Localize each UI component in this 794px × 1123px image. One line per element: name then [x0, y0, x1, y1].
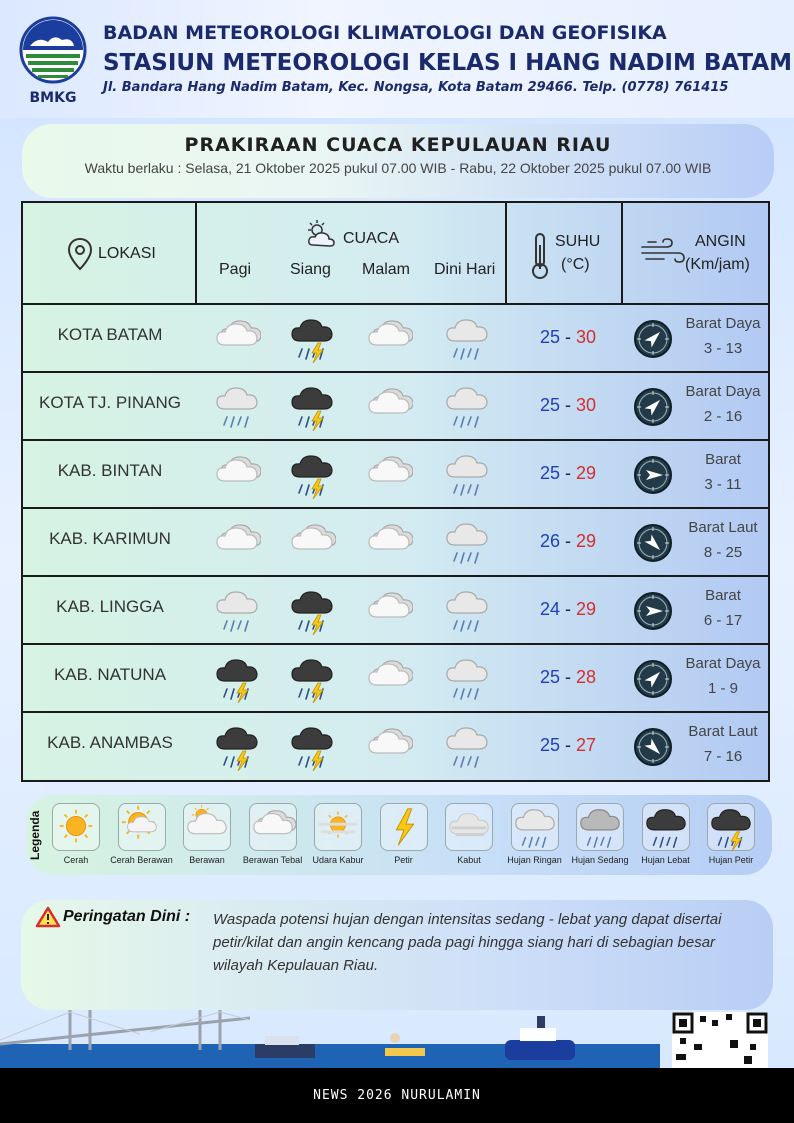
- wind-direction-compass-icon: [633, 523, 673, 563]
- legend-label: Petir: [394, 855, 413, 865]
- weather-berawan-tebal-icon: [365, 313, 417, 363]
- legend-item: [41, 803, 111, 865]
- legend-title: Legenda: [28, 810, 42, 860]
- temperature-range: 25 - 27: [539, 735, 597, 755]
- angin-unit: (Km/jam): [685, 256, 750, 273]
- legend-item: [238, 803, 308, 865]
- temp-min: 25: [539, 667, 560, 687]
- harbor-illustration: [0, 1010, 794, 1068]
- legend-kabut-icon: [445, 803, 493, 851]
- wind-direction: Barat Daya: [685, 315, 761, 332]
- early-warning: [21, 900, 773, 1010]
- weather-hujan-ringan-icon: [443, 517, 495, 567]
- thermometer-icon: [529, 231, 551, 281]
- weather-berawan-tebal-icon: [213, 517, 265, 567]
- weather-hujan-ringan-icon: [443, 313, 495, 363]
- temperature-range: 25 - 28: [539, 667, 597, 687]
- header-suhu: [507, 203, 623, 305]
- weather-berawan-tebal-icon: [213, 313, 265, 363]
- location-pin-icon: [67, 237, 93, 271]
- weather-hujan-petir-icon: [288, 721, 340, 771]
- legend-item: [565, 803, 635, 865]
- weather-hujan-petir-icon: [288, 449, 340, 499]
- weather-hujan-ringan-icon: [213, 585, 265, 635]
- weather-hujan-ringan-icon: [443, 585, 495, 635]
- malam-label: Malam: [362, 261, 411, 278]
- weather-hujan-petir-icon: [288, 381, 340, 431]
- temperature-range: 25 - 30: [539, 395, 597, 415]
- forecast-table: [21, 201, 770, 782]
- temp-max: 29: [576, 599, 597, 619]
- legend-item: [500, 803, 570, 865]
- header-lokasi: [23, 203, 197, 305]
- weather-berawan-tebal-icon: [365, 381, 417, 431]
- legend-label: Hujan Lebat: [641, 855, 690, 865]
- weather-berawan-tebal-icon: [365, 449, 417, 499]
- lokasi-label: LOKASI: [98, 245, 156, 262]
- table-row: [23, 577, 768, 645]
- temperature-range: 26 - 29: [539, 531, 597, 551]
- legend-hujan-sedang-icon: [576, 803, 624, 851]
- legend-label: Kabut: [457, 855, 481, 865]
- weather-hujan-petir-icon: [213, 653, 265, 703]
- wind-speed: 8 - 25: [703, 544, 743, 561]
- location-name: KOTA TJ. PINANG: [38, 393, 181, 412]
- title-box: [22, 124, 774, 198]
- weather-berawan-tebal-icon: [365, 517, 417, 567]
- location-name: KOTA BATAM: [57, 325, 163, 344]
- footer-watermark: NEWS 2026 NURULAMIN: [0, 1068, 794, 1123]
- station-name: STASIUN METEOROLOGI KELAS I HANG NADIM BATAM: [103, 50, 793, 76]
- weather-hujan-ringan-icon: [443, 721, 495, 771]
- station-address: Jl. Bandara Hang Nadim Batam, Kec. Nongsa, Kota Batam 29466. Telp. (0778) 761415: [103, 80, 729, 95]
- wind-direction: Barat: [705, 451, 741, 468]
- weather-hujan-ringan-icon: [443, 381, 495, 431]
- weather-berawan-tebal-icon: [288, 517, 340, 567]
- temp-max: 29: [576, 531, 597, 551]
- temp-max: 27: [576, 735, 597, 755]
- table-row: [23, 645, 768, 713]
- location-name: KAB. ANAMBAS: [47, 733, 173, 752]
- page-title: PRAKIRAAN CUACA KEPULAUAN RIAU: [184, 134, 612, 156]
- header-angin: [623, 203, 768, 305]
- angin-label: ANGIN: [695, 233, 746, 250]
- temp-min: 24: [539, 599, 560, 619]
- wind-direction-compass-icon: [633, 387, 673, 427]
- wind-speed: 3 - 13: [703, 340, 743, 357]
- warning-icon: [35, 906, 61, 928]
- temperature-range: 25 - 30: [539, 327, 597, 347]
- temp-min: 26: [539, 531, 560, 551]
- suhu-label: SUHU: [555, 233, 601, 250]
- wind-direction-compass-icon: [633, 591, 673, 631]
- wind-speed: 1 - 9: [707, 680, 738, 697]
- wind-speed: 6 - 17: [703, 612, 743, 629]
- location-name: KAB. LINGGA: [56, 597, 164, 616]
- legend-item: [172, 803, 242, 865]
- legend-item: [303, 803, 373, 865]
- legend-petir-icon: [380, 803, 428, 851]
- wind-direction-compass-icon: [633, 319, 673, 359]
- weather-hujan-petir-icon: [288, 585, 340, 635]
- location-name: KAB. BINTAN: [57, 461, 163, 480]
- temp-min: 25: [539, 735, 560, 755]
- temp-max: 29: [576, 463, 597, 483]
- legend-label: Hujan Sedang: [571, 855, 629, 865]
- pagi-label: Pagi: [219, 261, 252, 278]
- weather-berawan-tebal-icon: [365, 721, 417, 771]
- temperature-range: 25 - 29: [539, 463, 597, 483]
- table-row: [23, 441, 768, 509]
- logo-text: BMKG: [29, 90, 77, 106]
- wind-direction: Barat Laut: [688, 519, 758, 536]
- legend-item: [107, 803, 177, 865]
- weather-hujan-petir-icon: [288, 313, 340, 363]
- wind-speed: 3 - 11: [704, 476, 742, 493]
- warning-title: Peringatan Dini :: [63, 908, 191, 925]
- temp-max: 30: [576, 327, 597, 347]
- legend-udara-kabur-icon: [314, 803, 362, 851]
- legend-label: Cerah Berawan: [110, 855, 173, 865]
- header-cuaca: [197, 203, 507, 305]
- weather-hujan-ringan-icon: [443, 449, 495, 499]
- wind-direction-compass-icon: [633, 455, 673, 495]
- legend-cerah-berawan-icon: [118, 803, 166, 851]
- table-row: [23, 509, 768, 577]
- wind-icon: [640, 237, 686, 269]
- partly-cloudy-icon: [305, 219, 337, 249]
- table-row: [23, 713, 768, 781]
- warning-text: Waspada potensi hujan dengan intensitas sedang - lebat yang dapat disertai petir/kilat dan angin kencang pada pagi hingga siang hari di sebagian besar wilayah Kepulauan Riau.: [213, 911, 722, 974]
- legend-item: [434, 803, 504, 865]
- legend-hujan-lebat-icon: [642, 803, 690, 851]
- header: [0, 0, 794, 118]
- siang-label: Siang: [290, 261, 331, 278]
- weather-hujan-petir-icon: [213, 721, 265, 771]
- agency-name: BADAN METEOROLOGI KLIMATOLOGI DAN GEOFISIKA: [103, 22, 667, 44]
- wind-direction-compass-icon: [633, 727, 673, 767]
- location-name: KAB. NATUNA: [53, 665, 167, 684]
- weather-berawan-tebal-icon: [365, 653, 417, 703]
- weather-hujan-ringan-icon: [213, 381, 265, 431]
- weather-hujan-petir-icon: [288, 653, 340, 703]
- legend: [26, 795, 772, 875]
- temp-min: 25: [539, 463, 560, 483]
- legend-hujan-petir-icon: [707, 803, 755, 851]
- dini-hari-label: Dini Hari: [434, 261, 496, 278]
- legend-label: Berawan Tebal: [242, 855, 303, 865]
- legend-hujan-ringan-icon: [511, 803, 559, 851]
- legend-label: Hujan Ringan: [507, 855, 562, 865]
- legend-item: [631, 803, 701, 865]
- legend-label: Berawan: [189, 855, 225, 865]
- wind-speed: 7 - 16: [703, 748, 743, 765]
- weather-berawan-tebal-icon: [213, 449, 265, 499]
- location-name: KAB. KARIMUN: [49, 529, 171, 548]
- validity-period: Waktu berlaku : Selasa, 21 Oktober 2025 pukul 07.00 WIB - Rabu, 22 Oktober 2025 pukul 07.00 WIB: [84, 160, 712, 176]
- temperature-range: 24 - 29: [539, 599, 597, 619]
- wind-speed: 2 - 16: [703, 408, 743, 425]
- wind-direction-compass-icon: [633, 659, 673, 699]
- wind-direction: Barat Laut: [688, 723, 758, 740]
- legend-berawan-icon: [183, 803, 231, 851]
- temp-min: 25: [539, 327, 560, 347]
- temp-min: 25: [539, 395, 560, 415]
- legend-label: Udara Kabur: [312, 855, 364, 865]
- temp-max: 28: [576, 667, 597, 687]
- legend-item: [369, 803, 439, 865]
- weather-berawan-tebal-icon: [365, 585, 417, 635]
- table-row: [23, 305, 768, 373]
- legend-item: [696, 803, 766, 865]
- legend-cerah-icon: [52, 803, 100, 851]
- legend-label: Cerah: [63, 855, 89, 865]
- wind-direction: Barat Daya: [685, 655, 761, 672]
- wind-direction: Barat Daya: [685, 383, 761, 400]
- legend-label: Hujan Petir: [708, 855, 754, 865]
- cuaca-label: CUACA: [343, 230, 400, 247]
- suhu-unit: (°C): [561, 256, 590, 273]
- bmkg-logo-icon: [18, 16, 88, 108]
- temp-max: 30: [576, 395, 597, 415]
- legend-berawan-tebal-icon: [249, 803, 297, 851]
- weather-hujan-ringan-icon: [443, 653, 495, 703]
- table-row: [23, 373, 768, 441]
- wind-direction: Barat: [705, 587, 741, 604]
